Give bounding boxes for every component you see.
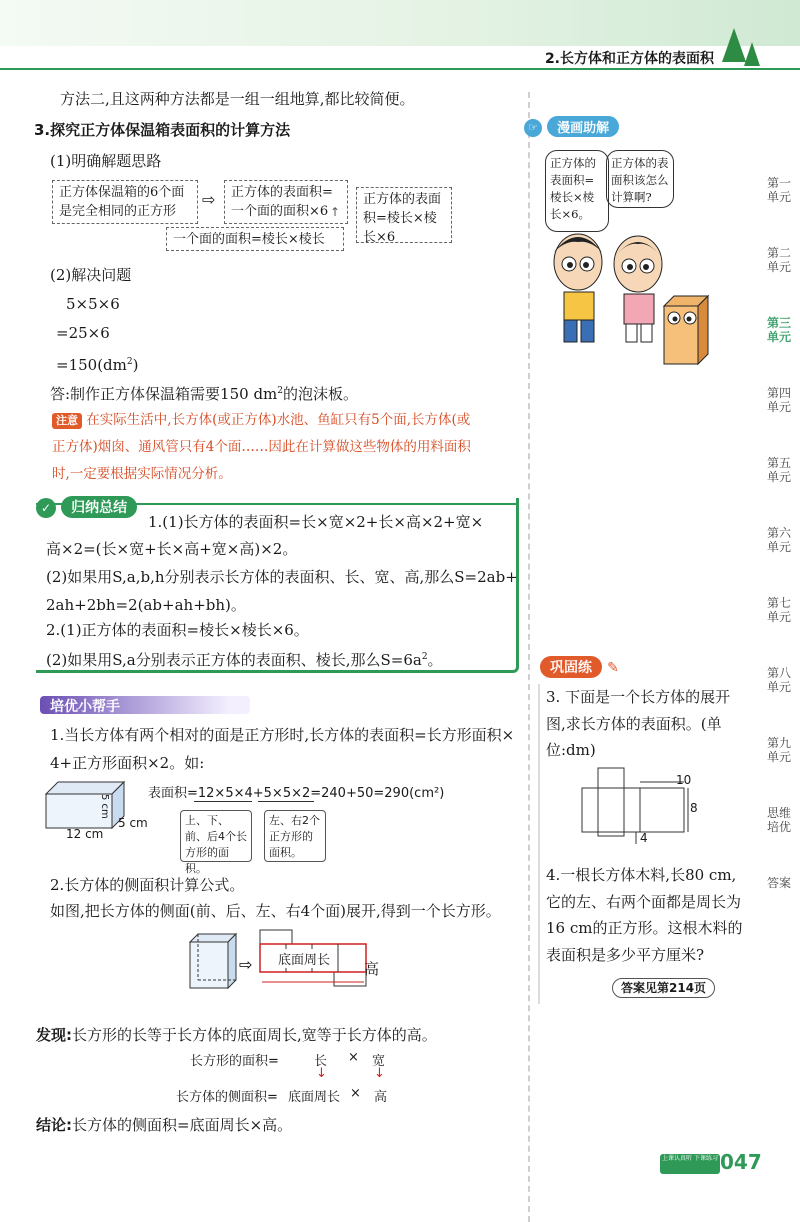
tab-thinking[interactable]: 思维培优: [766, 806, 791, 834]
answer-reference[interactable]: 答案见第214页: [612, 978, 715, 998]
speech-bubble-girl: 正方体的表面积该怎么计算啊?: [606, 150, 674, 208]
header-rule: [0, 68, 800, 70]
speech-bubble-boy: 正方体的表面积=棱长×棱长×6。: [545, 150, 609, 232]
calc-line-2: =25×6: [56, 324, 110, 342]
step2-title: (2)解决问题: [50, 266, 132, 284]
header-band: [0, 0, 800, 46]
chapter-title: 2.长方体和正方体的表面积: [544, 51, 714, 67]
q4-line-4: 表面积是多少平方厘米?: [546, 946, 705, 964]
summary-line-6: (2)如果用S,a分别表示正方体的表面积、棱长,那么$S=6a^2$。: [46, 651, 443, 669]
flow-box-2: 正方体的表面积=一个面的面积×6: [224, 180, 348, 224]
times-label-2: ×: [350, 1086, 361, 1101]
tab-unit-4[interactable]: 第四单元: [766, 386, 791, 414]
annotation-box-1: 上、下、前、后4个长方形的面积。: [180, 810, 252, 862]
base-perimeter-label-2: 底面周长: [288, 1090, 341, 1105]
practice-bracket: [538, 684, 540, 1004]
summary-line-1: 1.(1)长方体的表面积=长×宽×2+长×高×2+宽×: [148, 513, 484, 531]
answer-line: 答:制作正方体保温箱需要150 $dm^2$的泡沫板。: [50, 385, 359, 403]
q4-line-1: 4.一根长方体木料,长80 cm,: [546, 866, 737, 884]
footer-badge: 上课认真听 下课练习: [660, 1154, 720, 1174]
summary-line-5: 2.(1)正方体的表面积=棱长×棱长×6。: [46, 621, 309, 639]
conclusion-line: 结论:长方体的侧面积=底面周长×高。: [36, 1116, 293, 1134]
height-label: 高: [364, 960, 380, 978]
discover-line: 发现:长方形的长等于长方体的底面周长,宽等于长方体的高。: [36, 1026, 437, 1044]
flow-box-3: 正方体的表面积=棱长×棱长×6: [356, 187, 452, 243]
tree-icon-small: [744, 42, 760, 66]
tab-unit-3[interactable]: 第三单元: [766, 316, 791, 344]
tab-unit-2[interactable]: 第二单元: [766, 246, 791, 274]
dim-8-label: 8: [690, 801, 698, 815]
summary-line-2: 高×2=(长×宽+长×高+宽×高)×2。: [46, 540, 298, 558]
flow-box-1: 正方体保温箱的6个面是完全相同的正方形: [52, 180, 198, 224]
base-perimeter-label: 底面周长: [276, 949, 332, 968]
chang-label: 长: [314, 1054, 328, 1069]
tab-unit-7[interactable]: 第七单元: [766, 596, 791, 624]
practice-label: 巩固练 ✎: [540, 656, 619, 678]
arrow-right-icon: ⇨: [239, 955, 253, 974]
helper-p2-line: 如图,把长方体的侧面(前、后、左、右4个面)展开,得到一个长方形。: [50, 902, 501, 920]
dim-4-label: 4: [640, 831, 648, 845]
q3-line-3: 位:dm): [546, 741, 596, 759]
column-divider: [528, 92, 532, 1222]
calc-line-3: $=150(dm^2)$: [56, 356, 139, 374]
comic-illustration: [540, 222, 730, 372]
rect-area-label: 长方形的面积=: [190, 1054, 279, 1069]
q4-line-3: 16 cm的正方形。这根木料的: [546, 919, 743, 937]
tab-unit-9[interactable]: 第九单元: [766, 736, 791, 764]
helper-formula: 表面积=12×5×4+5×5×2=240+50=290(cm²): [148, 786, 445, 801]
hand-icon: ☞: [524, 119, 542, 137]
note-block: 注意 在实际生活中,长方体(或正方体)水池、鱼缸只有5个面,长方体(或 正方体)烟囱、通风管只有4个面……因此在计算做这些物体的用料面积 时,一定要根据实际情况分析。: [52, 412, 471, 482]
q3-line-2: 图,求长方体的表面积。(单: [546, 715, 722, 733]
comic-label: ☞ 漫画助解: [524, 116, 619, 137]
tree-icon: [722, 28, 746, 62]
summary-line-4: 2ah+2bh=2(ab+ah+bh)。: [46, 596, 246, 614]
tab-unit-5[interactable]: 第五单元: [766, 456, 791, 484]
calc-line-1: 5×5×6: [66, 295, 120, 313]
q4-line-2: 它的左、右两个面都是周长为: [546, 893, 742, 911]
kuan-label: 宽: [372, 1054, 386, 1069]
times-label: ×: [348, 1050, 359, 1065]
arrow-up-icon: ↑: [330, 205, 341, 219]
tab-unit-8[interactable]: 第八单元: [766, 666, 791, 694]
gao-label: 高: [374, 1090, 388, 1105]
annotation-box-2: 左、右2个正方形的面积。: [264, 810, 326, 862]
tab-answers[interactable]: 答案: [766, 876, 791, 890]
pencil-icon: ✎: [607, 660, 619, 676]
tab-unit-1[interactable]: 第一单元: [766, 176, 791, 204]
flow-box-4: 一个面的面积=棱长×棱长: [166, 227, 344, 251]
section3-title: 3.探究正方体保温箱表面积的计算方法: [34, 121, 291, 139]
tab-unit-6[interactable]: 第六单元: [766, 526, 791, 554]
step1-title: (1)明确解题思路: [50, 152, 162, 170]
summary-line-3: (2)如果用S,a,b,h分别表示长方体的表面积、长、宽、高,那么S=2ab+: [46, 568, 518, 586]
helper-p1-line2: 4+正方形面积×2。如:: [50, 754, 205, 772]
arrow-down-icon: ↓: [374, 1066, 385, 1081]
box-width-label: 5 cm: [118, 816, 148, 830]
arrow-down-icon: ↓: [316, 1066, 327, 1081]
box-height-label: 5 cm: [99, 794, 110, 819]
summary-label: ✓ 归纳总结: [36, 496, 137, 518]
side-area-label: 长方体的侧面积=: [176, 1090, 278, 1105]
box-length-label: 12 cm: [66, 827, 104, 841]
helper-p2-title: 2.长方体的侧面积计算公式。: [50, 876, 245, 894]
intro-line: 方法二,且这两种方法都是一组一组地算,都比较简便。: [60, 90, 415, 108]
page-number: 047: [720, 1150, 762, 1174]
underline-1: [194, 801, 252, 802]
check-icon: ✓: [36, 498, 56, 518]
helper-p1-line1: 1.当长方体有两个相对的面是正方形时,长方体的表面积=长方形面积×: [50, 726, 515, 744]
arrow-right-icon: ⇨: [202, 190, 216, 209]
helper-label-bar: 培优小帮手: [40, 696, 250, 714]
unit-tab-strip: [756, 160, 800, 920]
note-tag: 注意: [52, 413, 82, 429]
underline-2: [258, 801, 314, 802]
q3-line-1: 3. 下面是一个长方体的展开: [546, 688, 731, 706]
dim-10-label: 10: [676, 773, 692, 787]
